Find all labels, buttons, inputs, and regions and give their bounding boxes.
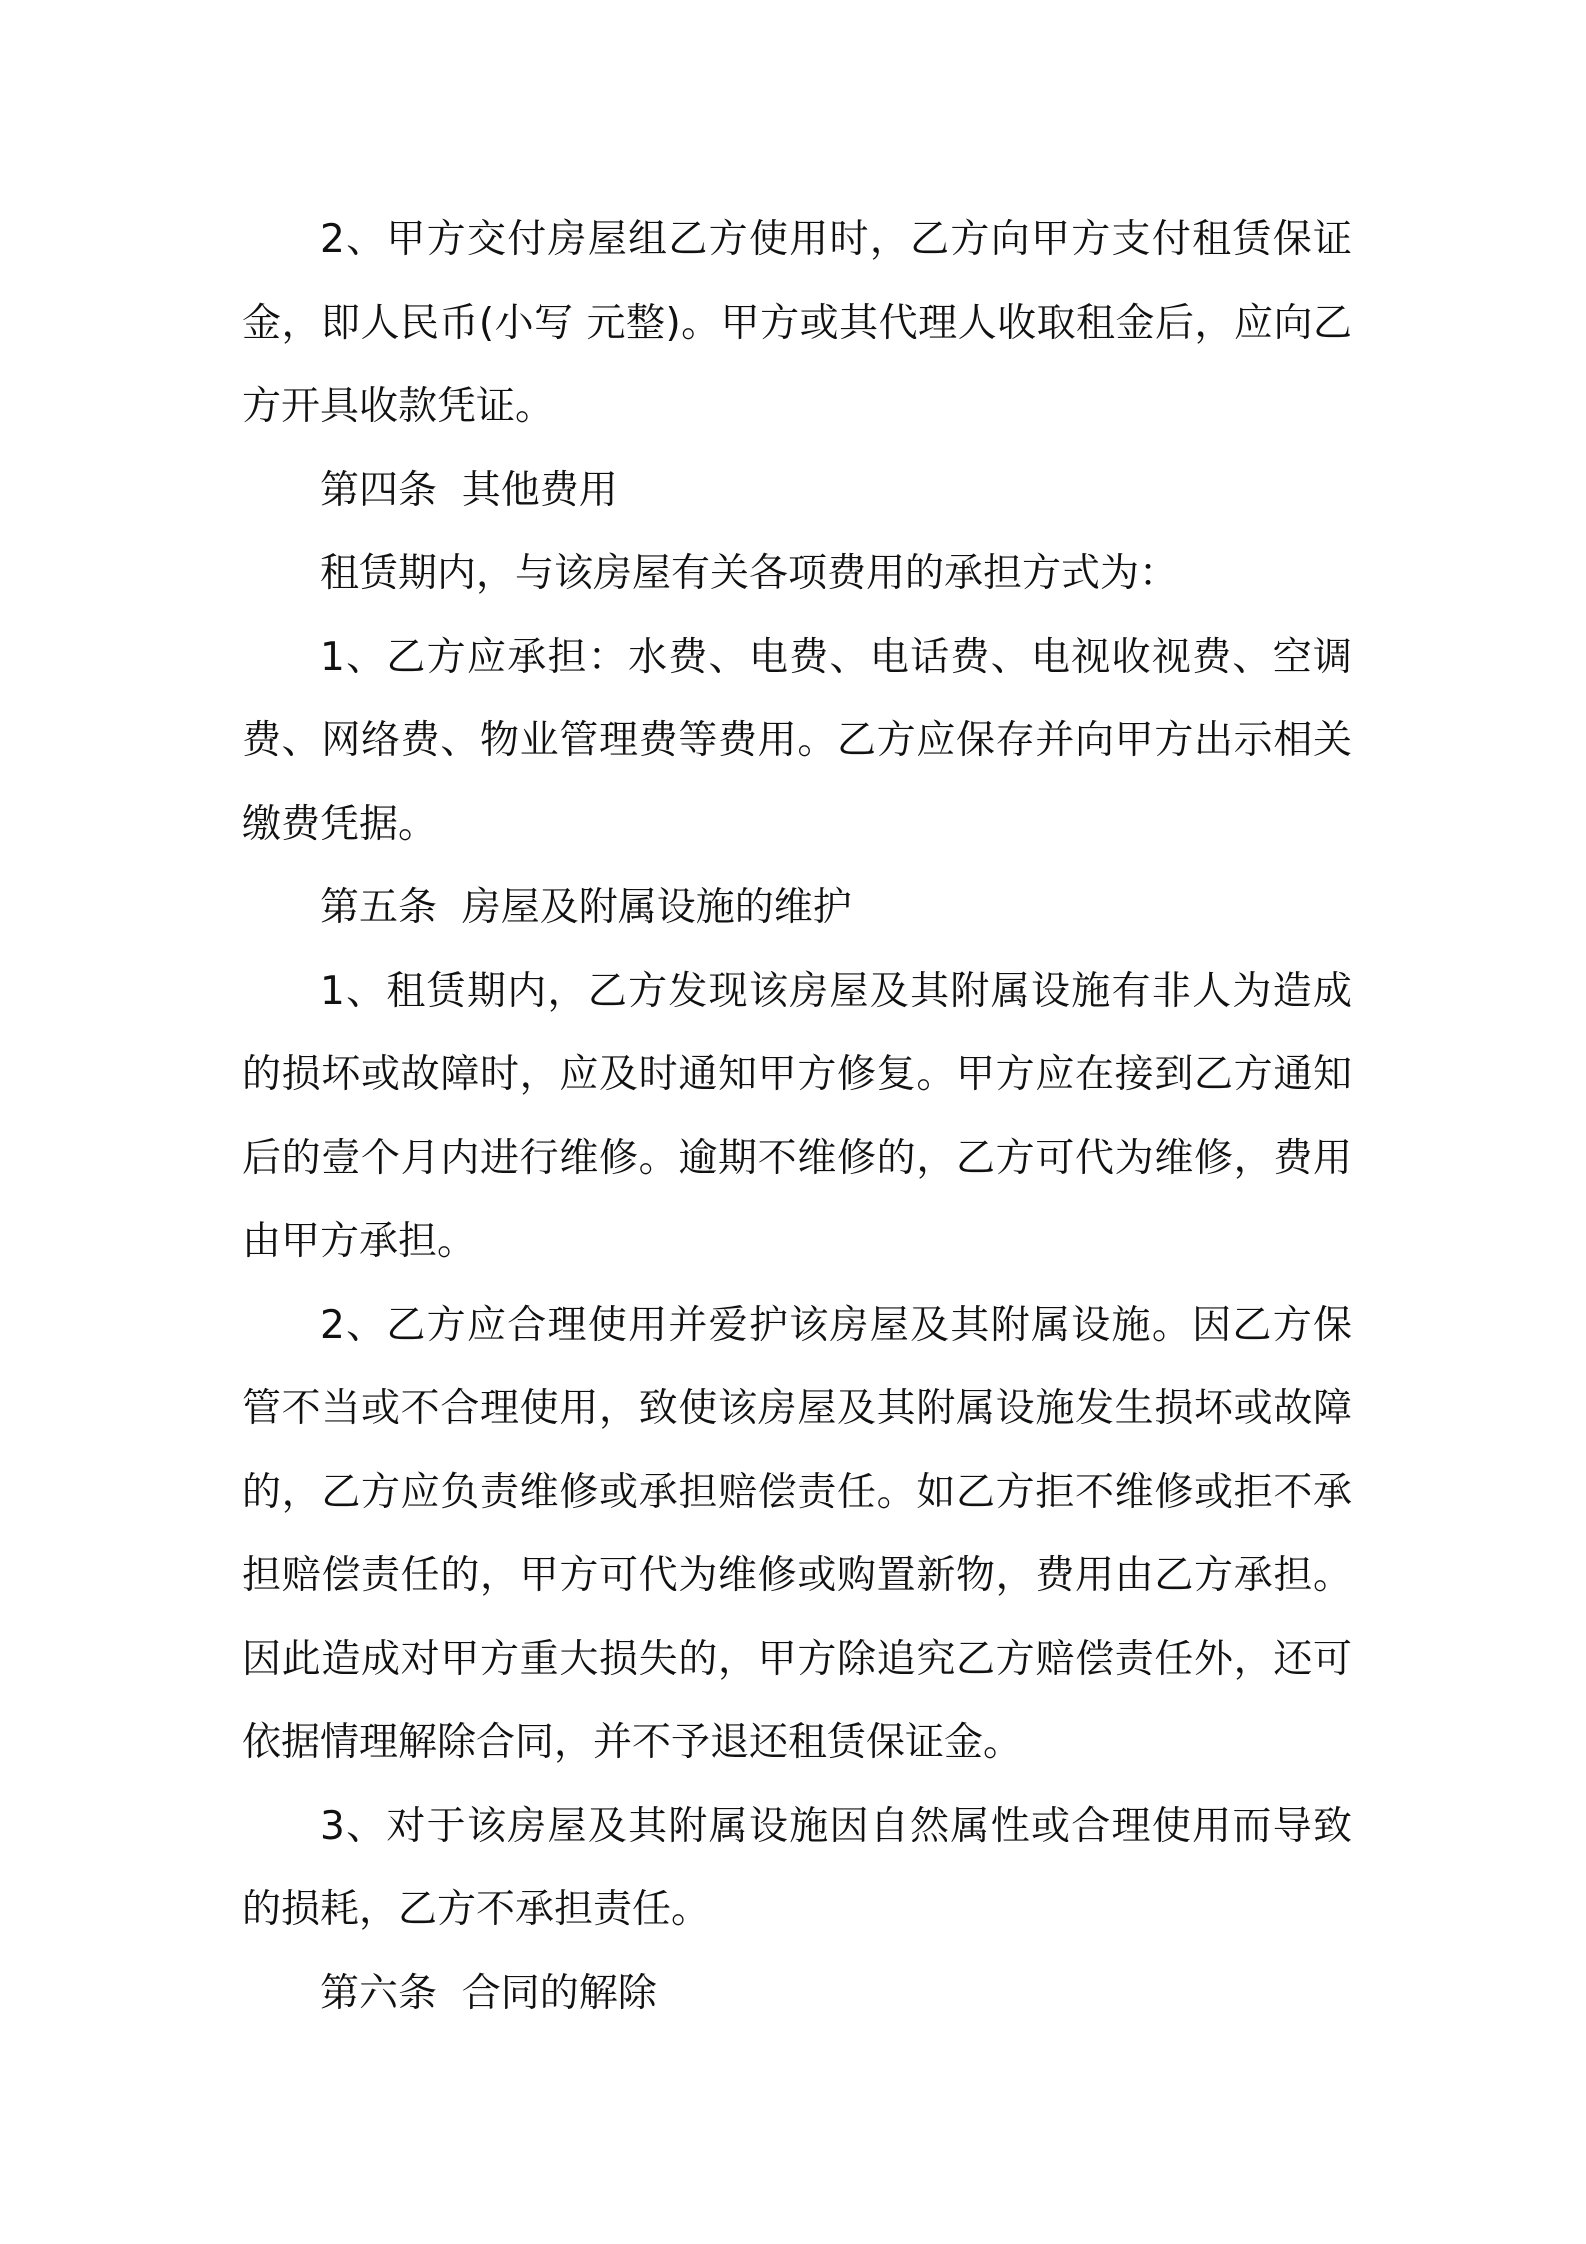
paragraph-tenant-fees: 1、乙方应承担：水费、电费、电话费、电视收视费、空调费、网络费、物业管理费等费用。乙方应保存并向甲方出示相关缴费凭据。: [242, 634, 1352, 847]
paragraph-tenant-care: 2、乙方应合理使用并爱护该房屋及其附属设施。因乙方保管不当或不合理使用，致使该房屋及其附属设施发生损坏或故障的，乙方应负责维修或承担赔偿责任。如乙方拒不维修或拒不承担赔偿责任的，甲方可代为维修或购置新物，费用由乙方承担。因此造成对甲方重大损失的，甲方除追究乙方赔偿责任外，还可依据情理解除合同，并不予退还租赁保证金。: [242, 1302, 1352, 1765]
paragraph-repair-notice: 1、租赁期内，乙方发现该房屋及其附属设施有非人为造成的损坏或故障时，应及时通知甲方修复。甲方应在接到乙方通知后的壹个月内进行维修。逾期不维修的，乙方可代为维修，费用由甲方承担。: [242, 968, 1352, 1264]
article-six-heading: 第六条 合同的解除: [320, 1970, 657, 2016]
document-body: [242, 198, 1352, 2035]
paragraph-deposit: 2、甲方交付房屋组乙方使用时，乙方向甲方支付租赁保证金，即人民币(小写 元整)。甲方或其代理人收取租金后，应向乙方开具收款凭证。: [242, 217, 1352, 429]
article-five-heading: 第五条 房屋及附属设施的维护: [320, 885, 852, 930]
paragraph-natural-wear: 3、对于该房屋及其附属设施因自然属性或合理使用而导致的损耗，乙方不承担责任。: [242, 1803, 1352, 1932]
paragraph-fee-intro: 租赁期内，与该房屋有关各项费用的承担方式为：: [320, 551, 1179, 596]
article-four-heading: 第四条 其他费用: [320, 467, 618, 513]
